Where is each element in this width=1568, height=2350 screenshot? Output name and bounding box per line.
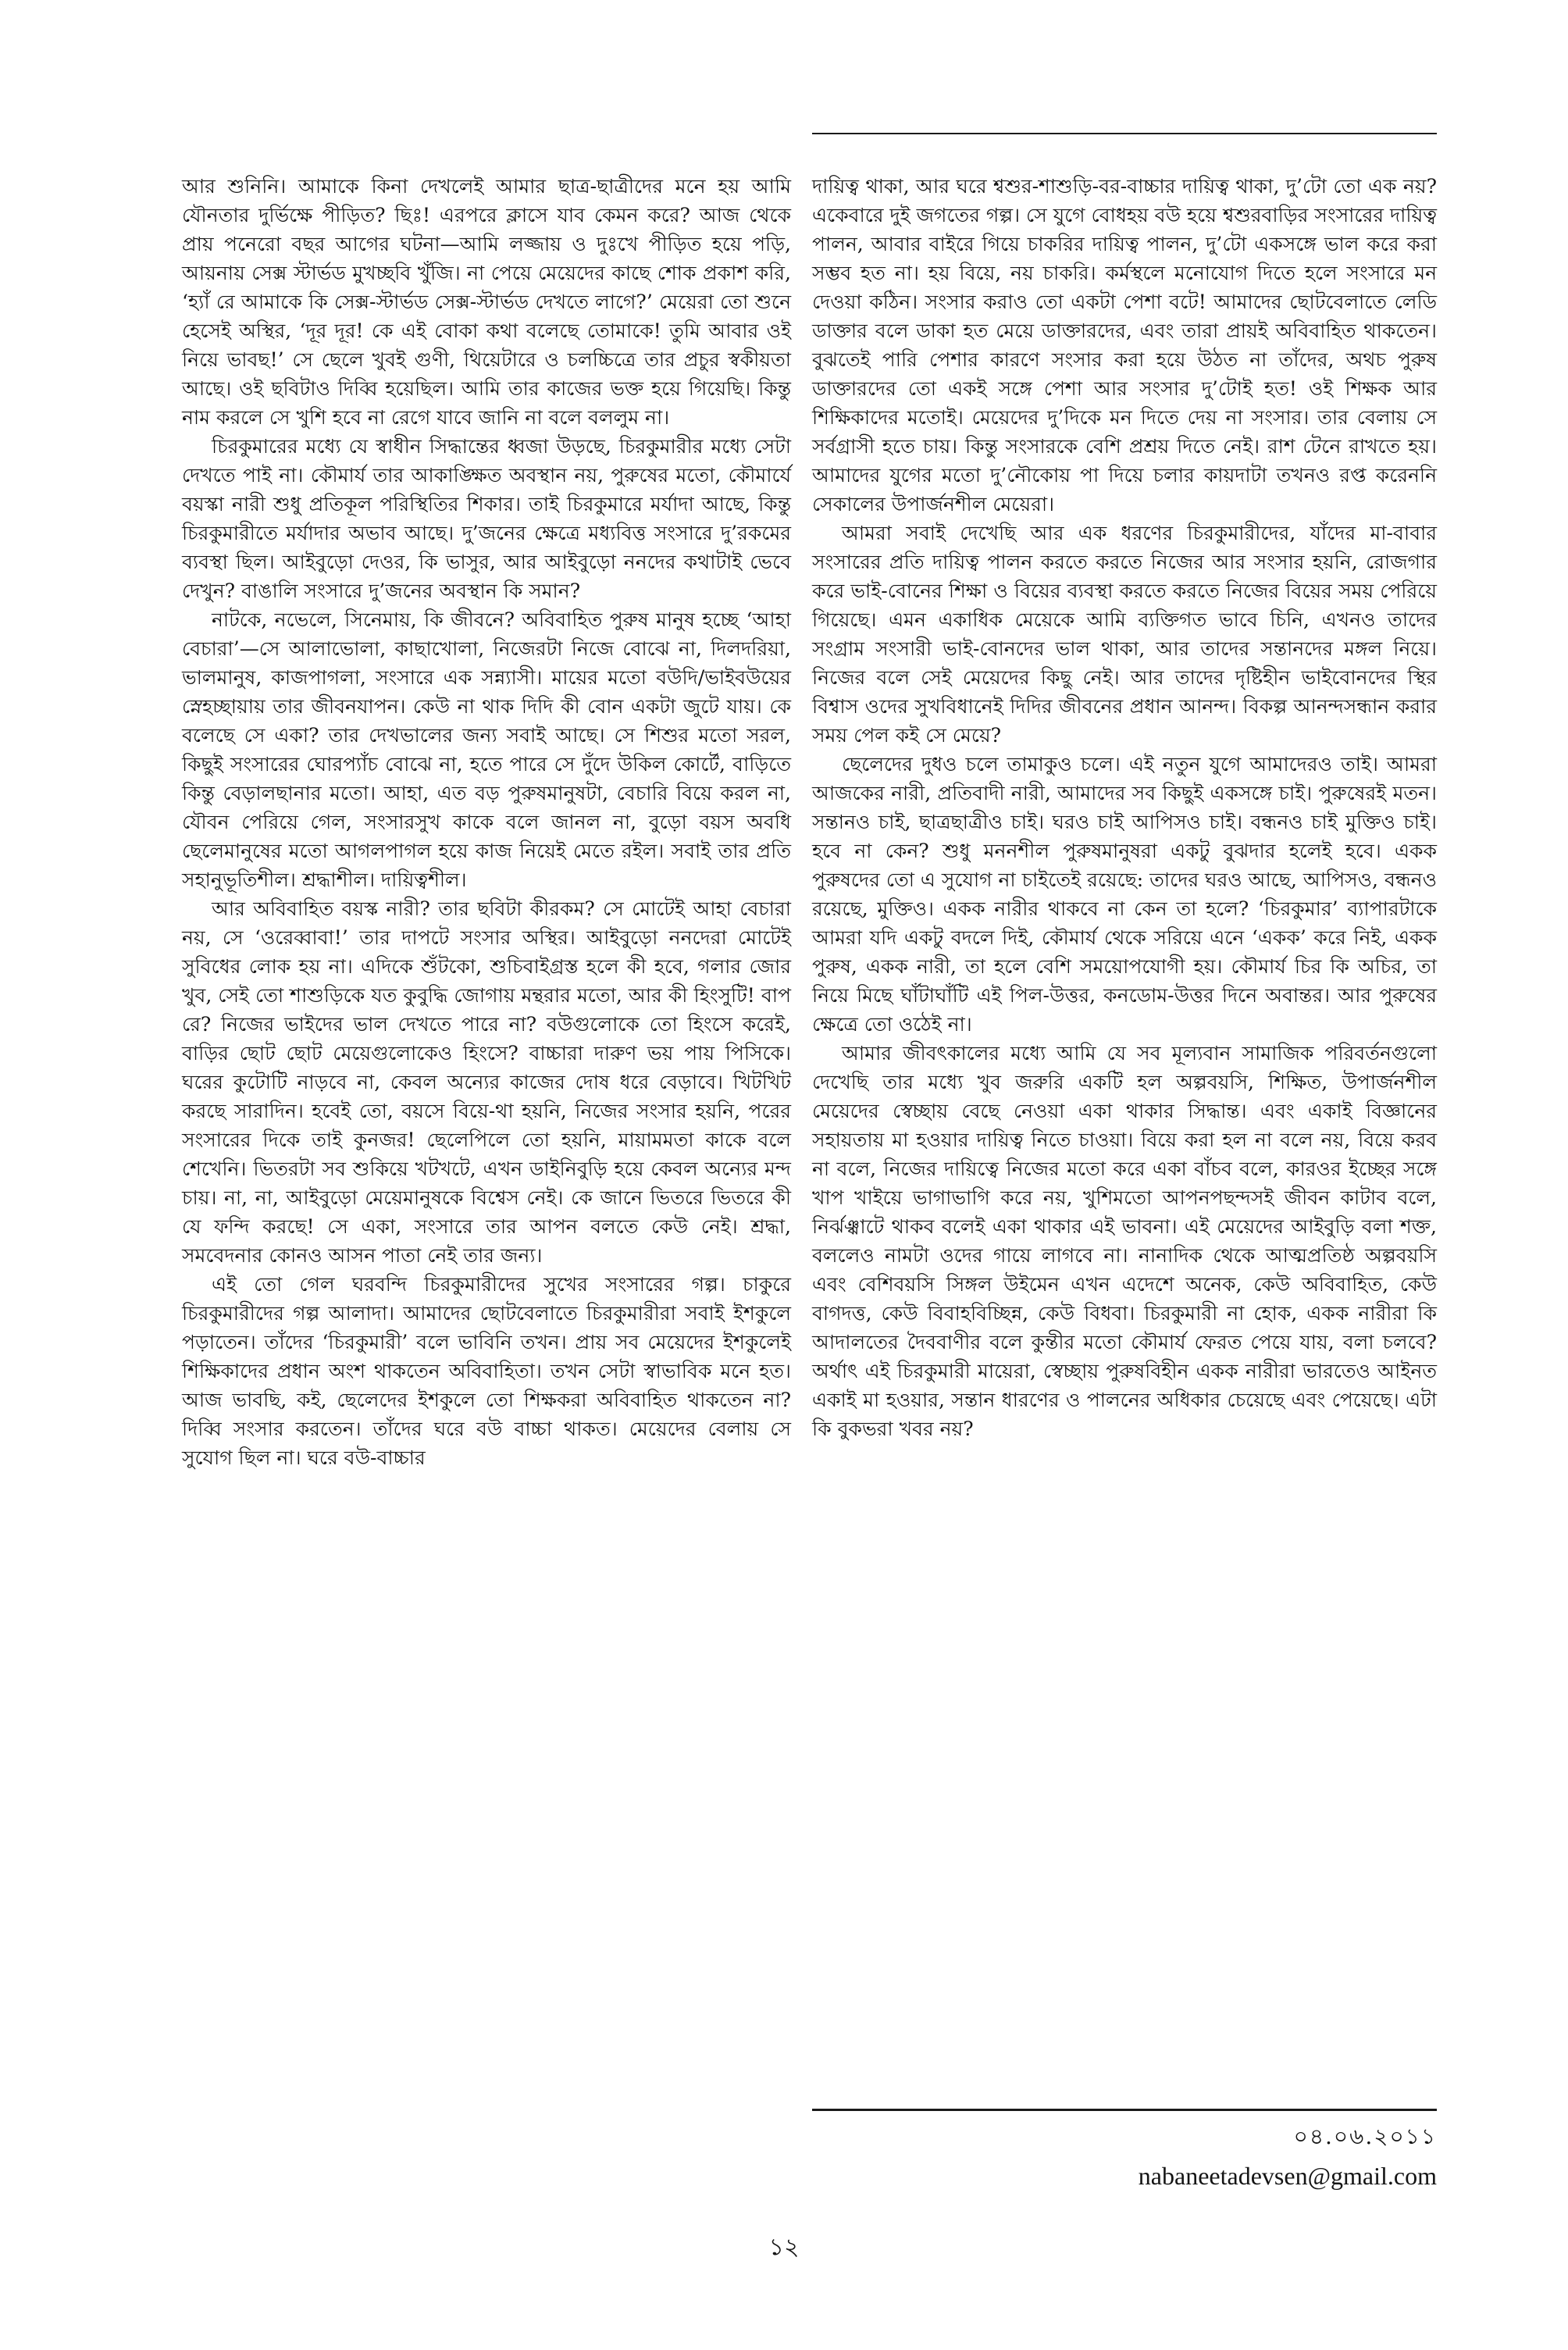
paragraph: আর অবিবাহিত বয়স্ক নারী? তার ছবিটা কীরকম? সে মোটেই আহা বেচারা নয়, সে ‘ওরেব্বাবা!’ তার দাপটে সংসার অস্থির। আইবুড়ো ননদেরা মোটেই সুবিধের লোক হয় না। এদিকে শুঁটকো, শুচিবাইগ্রস্ত হলে কী হবে, গলার জোর খুব, সেই তো শাশুড়িকে যত কুবুদ্ধি জোগায় মন্থরার মতো, আর কী হিংসুটি! বাপ রে? নিজের ভাইদের ভাল দেখতে পারে না? বউগুলোকে তো হিংসে করেই, বাড়ির ছোট ছোট মেয়েগুলোকেও হিংসে? বাচ্চারা দারুণ ভয় পায় পিসিকে। ঘরের কুটোটি নাড়বে না, কেবল অন্যের কাজের দোষ ধরে বেড়াবে। খিটখিট করছে সারাদিন। হবেই তো, বয়সে বিয়ে-থা হয়নি, নিজের সংসার হয়নি, পরের সংসারের দিকে তাই কুনজর! ছেলেপিলে তো হয়নি, মায়ামমতা কাকে বলে শেখেনি। ভিতরটা সব শুকিয়ে খটখটে, এখন ডাইনিবুড়ি হয়ে কেবল অন্যের মন্দ চায়। না, না, আইবুড়ো মেয়েমানুষকে বিশ্বেস নেই। কে জানে ভিতরে ভিতরে কী যে ফন্দি করছে! সে একা, সংসারে তার আপন বলতে কেউ নেই। শ্রদ্ধা, সমবেদনার কোনও আসন পাতা নেই তার জন্য। bbox=[182, 897, 791, 1267]
page-number: ১২ bbox=[768, 2234, 800, 2261]
top-rule bbox=[812, 133, 1437, 134]
paragraph: নাটকে, নভেলে, সিনেমায়, কি জীবনে? অবিবাহিত পুরুষ মানুষ হচ্ছে ‘আহা বেচারা’—সে আলাভোলা, কাছাখোলা, নিজেরটা নিজে বোঝে না, দিলদরিয়া, ভালমানুষ, কাজপাগলা, সংসারে এক সন্ন্যাসী। মায়ের মতো বউদি/ভাইবউয়ের স্নেহচ্ছায়ায় তার জীবনযাপন। কেউ না থাক দিদি কী বোন একটা জুটে যায়। কে বলেছে সে একা? তার দেখভালের জন্য সবাই আছে। সে শিশুর মতো সরল, কিছুই সংসারের ঘোরপ্যাঁচ বোঝে না, হতে পারে সে দুঁদে উকিল কোর্টে, বাড়িতে কিন্তু বেড়ালছানার মতো। আহা, এত বড় পুরুষমানুষটা, বেচারি বিয়ে করল না, যৌবন পেরিয়ে গেল, সংসারসুখ কাকে বলে জানল না, বুড়ো বয়স অবধি ছেলেমানুষের মতো আগলপাগল হয়ে কাজ নিয়েই মেতে রইল। সবাই তার প্রতি সহানুভূতিশীল। শ্রদ্ধাশীল। দায়িত্বশীল। bbox=[182, 608, 791, 891]
article-date: ০৪.০৬.২০১১ bbox=[1293, 2124, 1437, 2149]
right-column bbox=[812, 172, 1437, 1443]
author-email[interactable]: nabaneetadevsen@gmail.com bbox=[1138, 2162, 1437, 2190]
paragraph: আর শুনিনি। আমাকে কিনা দেখলেই আমার ছাত্র-ছাত্রীদের মনে হয় আমি যৌনতার দুর্ভিক্ষে পীড়িত? ছিঃ! এরপরে ক্লাসে যাব কেমন করে? আজ থেকে প্রায় পনেরো বছর আগের ঘটনা—আমি লজ্জায় ও দুঃখে পীড়িত হয়ে পড়ি, আয়নায় সেক্স স্টার্ভড মুখচ্ছবি খুঁজি। না পেয়ে মেয়েদের কাছে শোক প্রকাশ করি, ‘হ্যাঁ রে আমাকে কি সেক্স-স্টার্ভড সেক্স-স্টার্ভড দেখতে লাগে?’ মেয়েরা তো শুনে হেসেই অস্থির, ‘দূর দূর! কে এই বোকা কথা বলেছে তোমাকে! তুমি আবার ওই নিয়ে ভাবছ!’ সে ছেলে খুবই গুণী, থিয়েটারে ও চলচ্চিত্রে তার প্রচুর স্বকীয়তা আছে। ওই ছবিটাও দিব্বি হয়েছিল। আমি তার কাজের ভক্ত হয়ে গিয়েছি। কিন্তু নাম করলে সে খুশি হবে না রেগে যাবে জানি না বলে বললুম না। bbox=[182, 175, 791, 429]
closing-rule bbox=[812, 2109, 1437, 2111]
paragraph: ছেলেদের দুধও চলে তামাকুও চলে। এই নতুন যুগে আমাদেরও তাই। আমরা আজকের নারী, প্রতিবাদী নারী, আমাদের সব কিছুই একসঙ্গে চাই। পুরুষেরই মতন। সন্তানও চাই, ছাত্রছাত্রীও চাই। ঘরও চাই আপিসও চাই। বন্ধনও চাই মুক্তিও চাই। হবে না কেন? শুধু মননশীল পুরুষমানুষরা একটু বুঝদার হলেই হবে। একক পুরুষদের তো এ সুযোগ না চাইতেই রয়েছে: তাদের ঘরও আছে, আপিসও, বন্ধনও রয়েছে, মুক্তিও। একক নারীর থাকবে না কেন তা হলে? ‘চিরকুমার’ ব্যাপারটাকে আমরা যদি একটু বদলে দিই, কৌমার্য থেকে সরিয়ে এনে ‘একক’ করে নিই, একক পুরুষ, একক নারী, তা হলে বেশি সময়োপযোগী হয়। কৌমার্য চির কি অচির, তা নিয়ে মিছে ঘাঁটাঘাঁটি এই পিল-উত্তর, কনডোম-উত্তর দিনে অবান্তর। আর পুরুষের ক্ষেত্রে তো ওঠেই না। bbox=[812, 753, 1437, 1036]
paragraph: চিরকুমারের মধ্যে যে স্বাধীন সিদ্ধান্তের ধ্বজা উড়ছে, চিরকুমারীর মধ্যে সেটা দেখতে পাই না। কৌমার্য তার আকাঙ্ক্ষিত অবস্থান নয়, পুরুষের মতো, কৌমার্যে বয়স্কা নারী শুধু প্রতিকূল পরিস্থিতির শিকার। তাই চিরকুমারে মর্যাদা আছে, কিন্তু চিরকুমারীতে মর্যাদার অভাব আছে। দু’জনের ক্ষেত্রে মধ্যবিত্ত সংসারে দু’রকমের ব্যবস্থা ছিল। আইবুড়ো দেওর, কি ভাসুর, আর আইবুড়ো ননদের কথাটাই ভেবে দেখুন? বাঙালি সংসারে দু’জনের অবস্থান কি সমান? bbox=[182, 435, 791, 602]
paragraph: এই তো গেল ঘরবন্দি চিরকুমারীদের সুখের সংসারের গল্প। চাকুরে চিরকুমারীদের গল্প আলাদা। আমাদের ছোটবেলাতে চিরকুমারীরা সবাই ইশকুলে পড়াতেন। তাঁদের ‘চিরকুমারী’ বলে ভাবিনি তখন। প্রায় সব মেয়েদের ইশকুলেই শিক্ষিকাদের প্রধান অংশ থাকতেন অবিবাহিতা। তখন সেটা স্বাভাবিক মনে হত। আজ ভাবছি, কই, ছেলেদের ইশকুলে তো শিক্ষকরা অবিবাহিত থাকতেন না? দিব্বি সংসার করতেন। তাঁদের ঘরে বউ বাচ্চা থাকত। মেয়েদের বেলায় সে সুযোগ ছিল না। ঘরে বউ-বাচ্চার bbox=[182, 1273, 791, 1469]
left-column bbox=[182, 172, 791, 1472]
paragraph: আমার জীবৎকালের মধ্যে আমি যে সব মূল্যবান সামাজিক পরিবর্তনগুলো দেখেছি তার মধ্যে খুব জরুরি একটি হল অল্পবয়সি, শিক্ষিত, উপার্জনশীল মেয়েদের স্বেচ্ছায় বেছে নেওয়া একা থাকার সিদ্ধান্ত। এবং একাই বিজ্ঞানের সহায়তায় মা হওয়ার দায়িত্ব নিতে চাওয়া। বিয়ে করা হল না বলে নয়, বিয়ে করব না বলে, নিজের দায়িত্বে নিজের মতো করে একা বাঁচব বলে, কারওর ইচ্ছের সঙ্গে খাপ খাইয়ে ভাগাভাগি করে নয়, খুশিমতো আপনপছন্দসই জীবন কাটাব বলে, নির্ঝঞ্ঝাটে থাকব বলেই একা থাকার এই ভাবনা। এই মেয়েদের আইবুড়ি বলা শক্ত, বললেও নামটা ওদের গায়ে লাগবে না। নানাদিক থেকে আত্মপ্রতিষ্ঠ অল্পবয়সি এবং বেশিবয়সি সিঙ্গল উইমেন এখন এদেশে অনেক, কেউ অবিবাহিত, কেউ বাগদত্ত, কেউ বিবাহবিচ্ছিন্ন, কেউ বিধবা। চিরকুমারী না হোক, একক নারীরা কি আদালতের দৈববাণীর বলে কুন্তীর মতো কৌমার্য ফেরত পেয়ে যায়, বলা চলবে? অর্থাৎ এই চিরকুমারী মায়েরা, স্বেচ্ছায় পুরুষবিহীন একক নারীরা ভারতেও আইনত একাই মা হওয়ার, সন্তান ধারণের ও পালনের অধিকার চেয়েছে এবং পেয়েছে। এটা কি বুকভরা খবর নয়? bbox=[812, 1042, 1437, 1440]
paragraph: দায়িত্ব থাকা, আর ঘরে শ্বশুর-শাশুড়ি-বর-বাচ্চার দায়িত্ব থাকা, দু’টো তো এক নয়? একেবারে দুই জগতের গল্প। সে যুগে বোধহয় বউ হয়ে শ্বশুরবাড়ির সংসারের দায়িত্ব পালন, আবার বাইরে গিয়ে চাকরির দায়িত্ব পালন, দু’টো একসঙ্গে ভাল করে করা সম্ভব হত না। হয় বিয়ে, নয় চাকরি। কর্মস্থলে মনোযোগ দিতে হলে সংসারে মন দেওয়া কঠিন। সংসার করাও তো একটা পেশা বটে! আমাদের ছোটবেলাতে লেডি ডাক্তার বলে ডাকা হত মেয়ে ডাক্তারদের, এবং তারা প্রায়ই অবিবাহিত থাকতেন। বুঝতেই পারি পেশার কারণে সংসার করা হয়ে উঠত না তাঁদের, অথচ পুরুষ ডাক্তারদের তো একই সঙ্গে পেশা আর সংসার দু’টোই হত! ওই শিক্ষক আর শিক্ষিকাদের মতোই। মেয়েদের দু’দিকে মন দিতে দেয় না সংসার। তার বেলায় সে সর্বগ্রাসী হতে চায়। কিন্তু সংসারকে বেশি প্রশ্রয় দিতে নেই। রাশ টেনে রাখতে হয়। আমাদের যুগের মতো দু’নৌকোয় পা দিয়ে চলার কায়দাটা তখনও রপ্ত করেননি সেকালের উপার্জনশীল মেয়েরা। bbox=[812, 175, 1437, 515]
paragraph: আমরা সবাই দেখেছি আর এক ধরণের চিরকুমারীদের, যাঁদের মা-বাবার সংসারের প্রতি দায়িত্ব পালন করতে করতে নিজের আর সংসার হয়নি, রোজগার করে ভাই-বোনের শিক্ষা ও বিয়ের ব্যবস্থা করতে করতে নিজের বিয়ের সময় পেরিয়ে গিয়েছে। এমন একাধিক মেয়েকে আমি ব্যক্তিগত ভাবে চিনি, এখনও তাদের সংগ্রাম সংসারী ভাই-বোনদের ভাল থাকা, আর তাদের সন্তানদের মঙ্গল নিয়ে। নিজের বলে সেই মেয়েদের কিছু নেই। আর তাদের দৃষ্টিহীন ভাইবোনদের স্থির বিশ্বাস ওদের সুখবিধানেই দিদির জীবনের প্রধান আনন্দ। বিকল্প আনন্দসন্ধান করার সময় পেল কই সে মেয়ে? bbox=[812, 522, 1437, 747]
